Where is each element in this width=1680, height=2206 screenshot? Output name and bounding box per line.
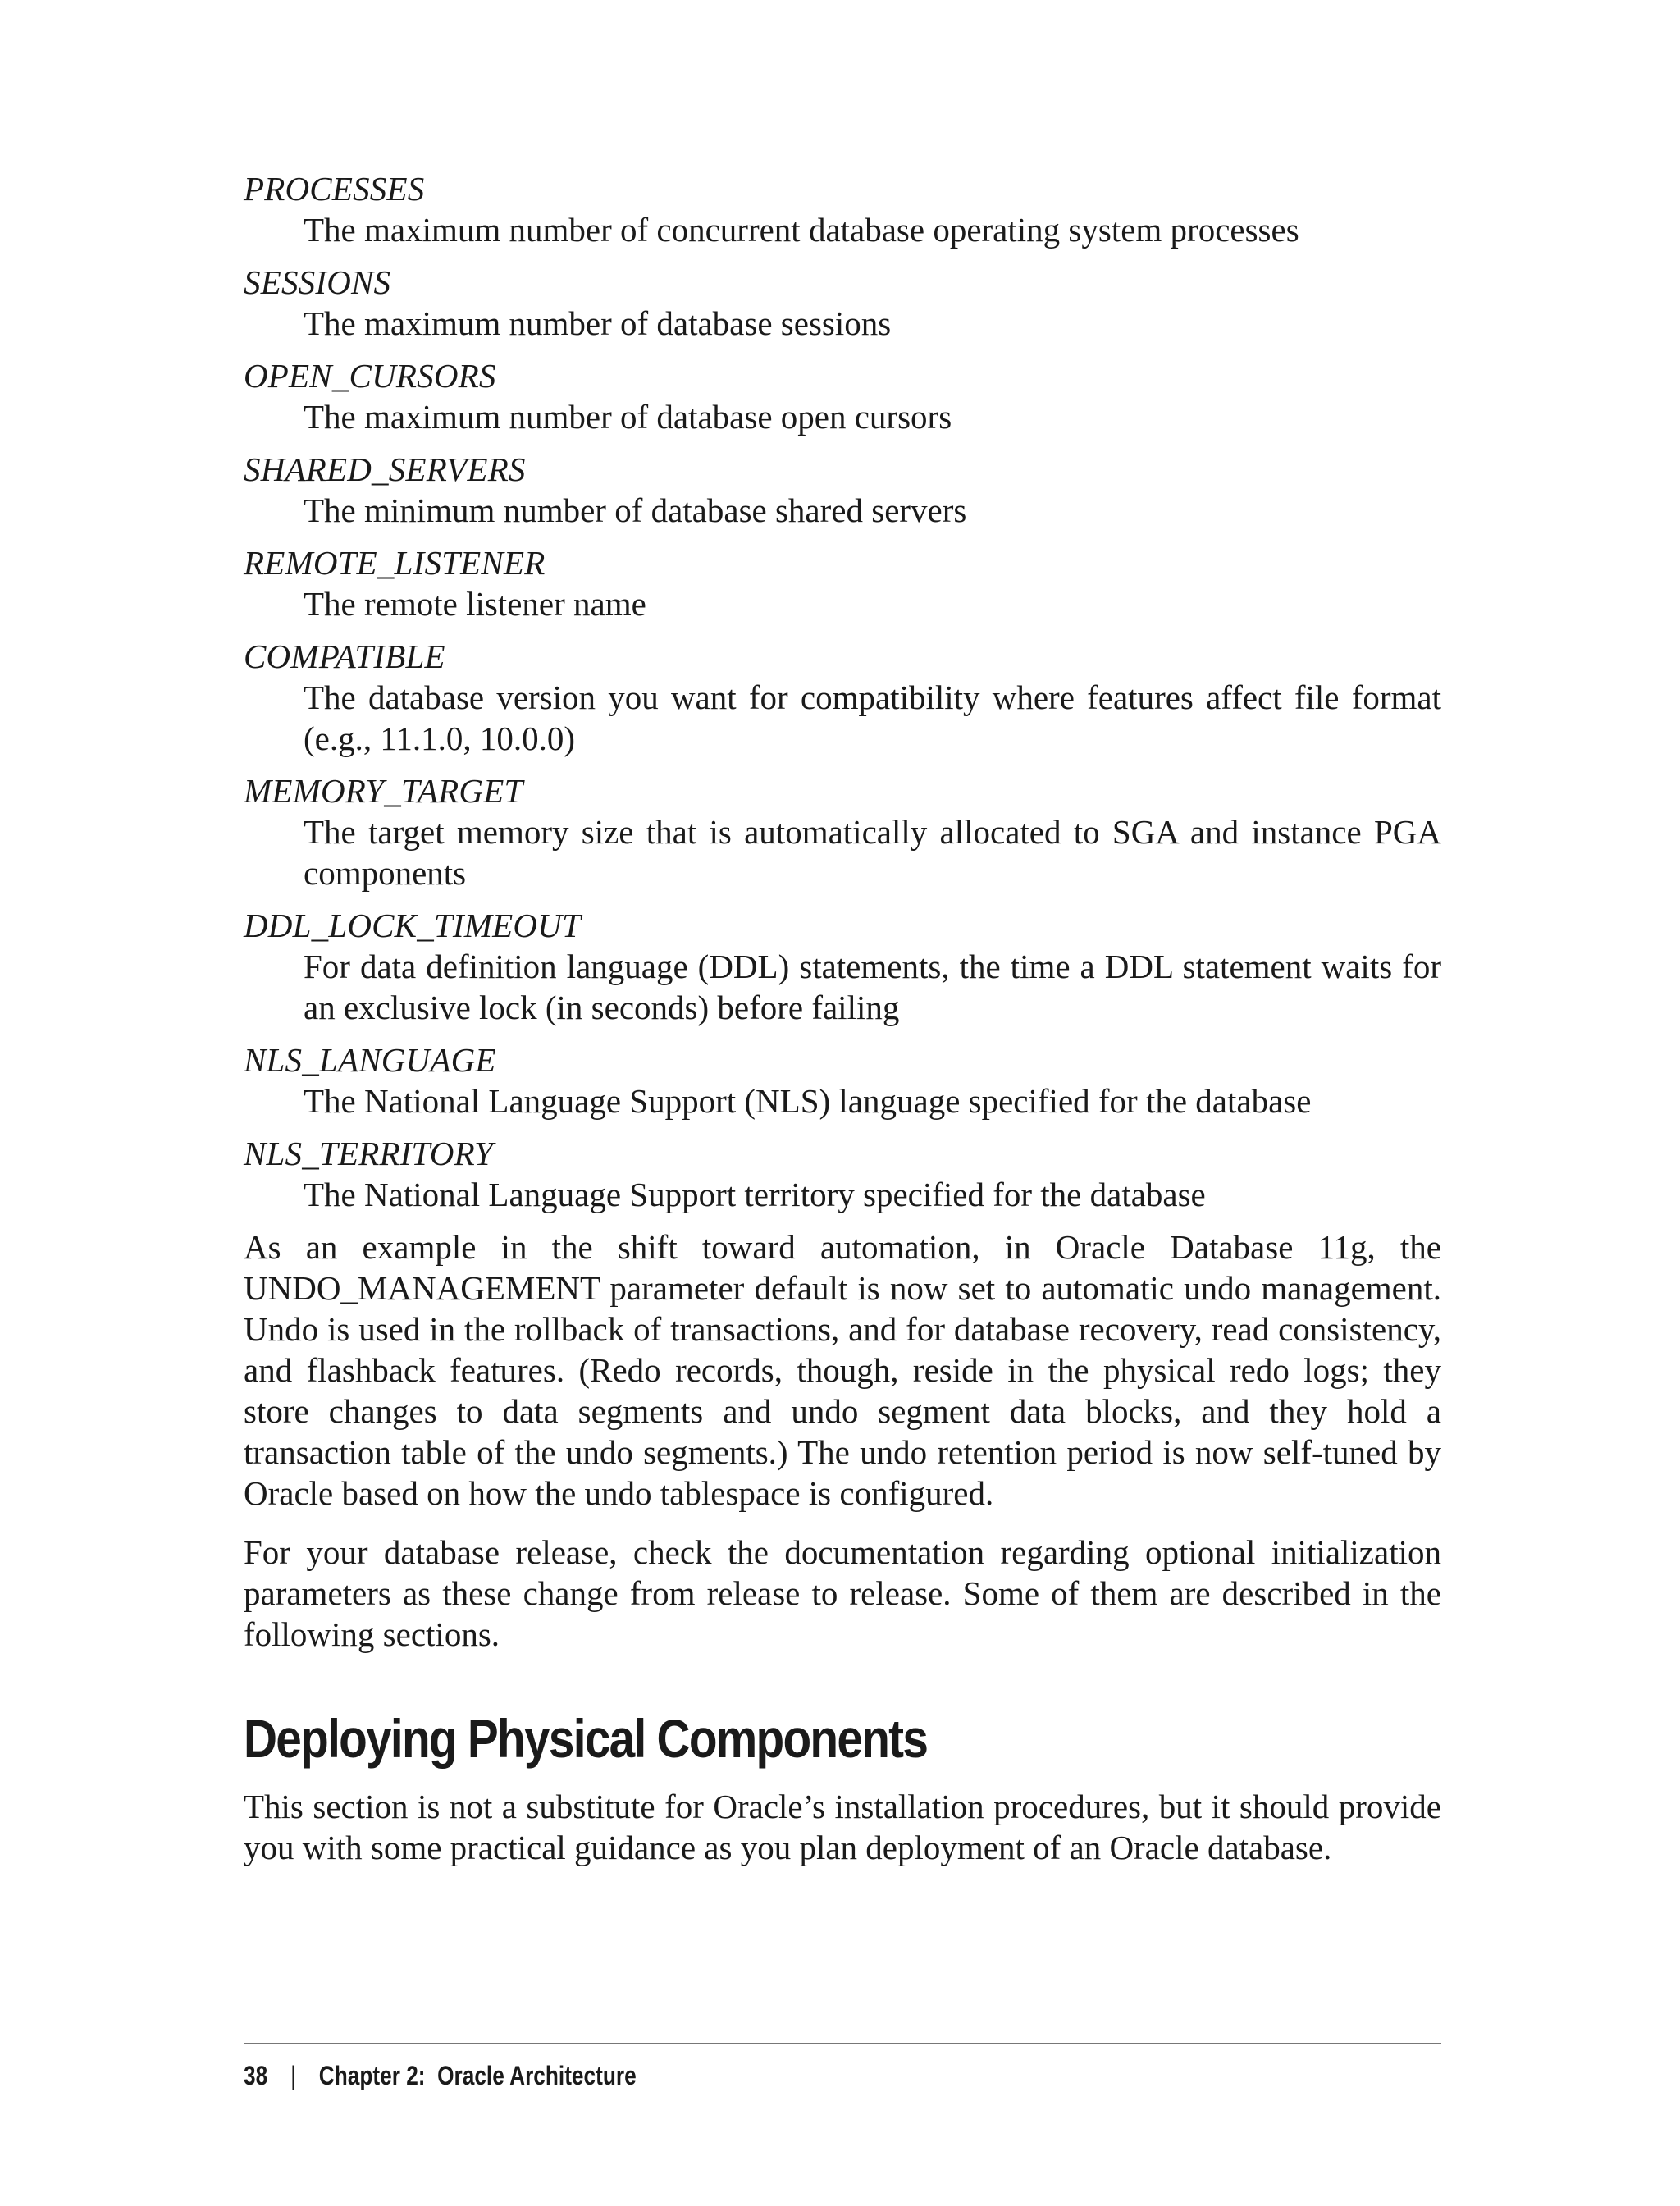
term-compatible: COMPATIBLE (244, 637, 445, 675)
section-heading: Deploying Physical Components (244, 1708, 928, 1769)
definition-item (244, 905, 1441, 1028)
footer-separator: | (290, 2061, 296, 2090)
term-processes: PROCESSES (244, 170, 425, 208)
term-shared-servers: SHARED_SERVERS (244, 450, 526, 488)
page-content (244, 168, 1441, 1886)
section-paragraph: This section is not a substitute for Oracle’s installation procedures, but it should provide you with some practical guidance as you plan deployment of an Oracle database. (244, 1788, 1441, 1866)
paragraph-undo-management: As an example in the shift toward automation, in Oracle Database 11g, the UNDO_MANAGEMENT parameter default is now set to automatic undo management. Undo is used in the rollback of transactions, and for database recovery, read consistency, and flashback features. (Redo records, though, reside in the physical redo logs; they store changes to data segments and undo segment data blocks, and they hold a transaction table of the undo segments.) The undo retention period is now self-tuned by Oracle based on how the undo tablespace is configured. (244, 1228, 1441, 1512)
page-footer (244, 2043, 1441, 2092)
page-number: 38 (244, 2061, 268, 2090)
definition-item (244, 770, 1441, 893)
definition-item (244, 636, 1441, 759)
parameter-list (244, 168, 1441, 1215)
definition-ddl-lock-timeout: For data definition language (DDL) statements, the time a DDL statement waits for an exclusive lock (in seconds) before failing (304, 948, 1441, 1026)
term-sessions: SESSIONS (244, 263, 391, 301)
definition-nls-language: The National Language Support (NLS) language specified for the database (304, 1082, 1312, 1120)
definition-item (244, 1039, 1441, 1121)
definition-item (244, 355, 1441, 437)
definition-shared-servers: The minimum number of database shared servers (304, 491, 967, 529)
term-memory-target: MEMORY_TARGET (244, 772, 523, 810)
definition-nls-territory: The National Language Support territory specified for the database (304, 1176, 1206, 1213)
definition-memory-target: The target memory size that is automatically allocated to SGA and instance PGA components (304, 813, 1441, 892)
definition-item (244, 168, 1441, 250)
definition-item (244, 542, 1441, 624)
definition-item (244, 1133, 1441, 1215)
definition-processes: The maximum number of concurrent database operating system processes (304, 211, 1299, 249)
footer-content (244, 2059, 637, 2092)
term-open-cursors: OPEN_CURSORS (244, 357, 496, 395)
definition-item (244, 449, 1441, 531)
term-remote-listener: REMOTE_LISTENER (244, 544, 546, 582)
definition-item (244, 262, 1441, 344)
term-ddl-lock-timeout: DDL_LOCK_TIMEOUT (244, 907, 581, 944)
definition-remote-listener: The remote listener name (304, 585, 646, 623)
definition-compatible: The database version you want for compatibility where features affect file format (e.g., 11.1.0, 10.0.0) (304, 678, 1441, 757)
chapter-title: Chapter 2: Oracle Architecture (318, 2061, 637, 2090)
term-nls-language: NLS_LANGUAGE (244, 1041, 496, 1079)
definition-open-cursors: The maximum number of database open cursors (304, 398, 952, 436)
definition-sessions: The maximum number of database sessions (304, 304, 892, 342)
paragraph-documentation: For your database release, check the documentation regarding optional initialization parameters as these change from release to release. Some of them are described in the following sections. (244, 1533, 1441, 1653)
term-nls-territory: NLS_TERRITORY (244, 1135, 494, 1172)
